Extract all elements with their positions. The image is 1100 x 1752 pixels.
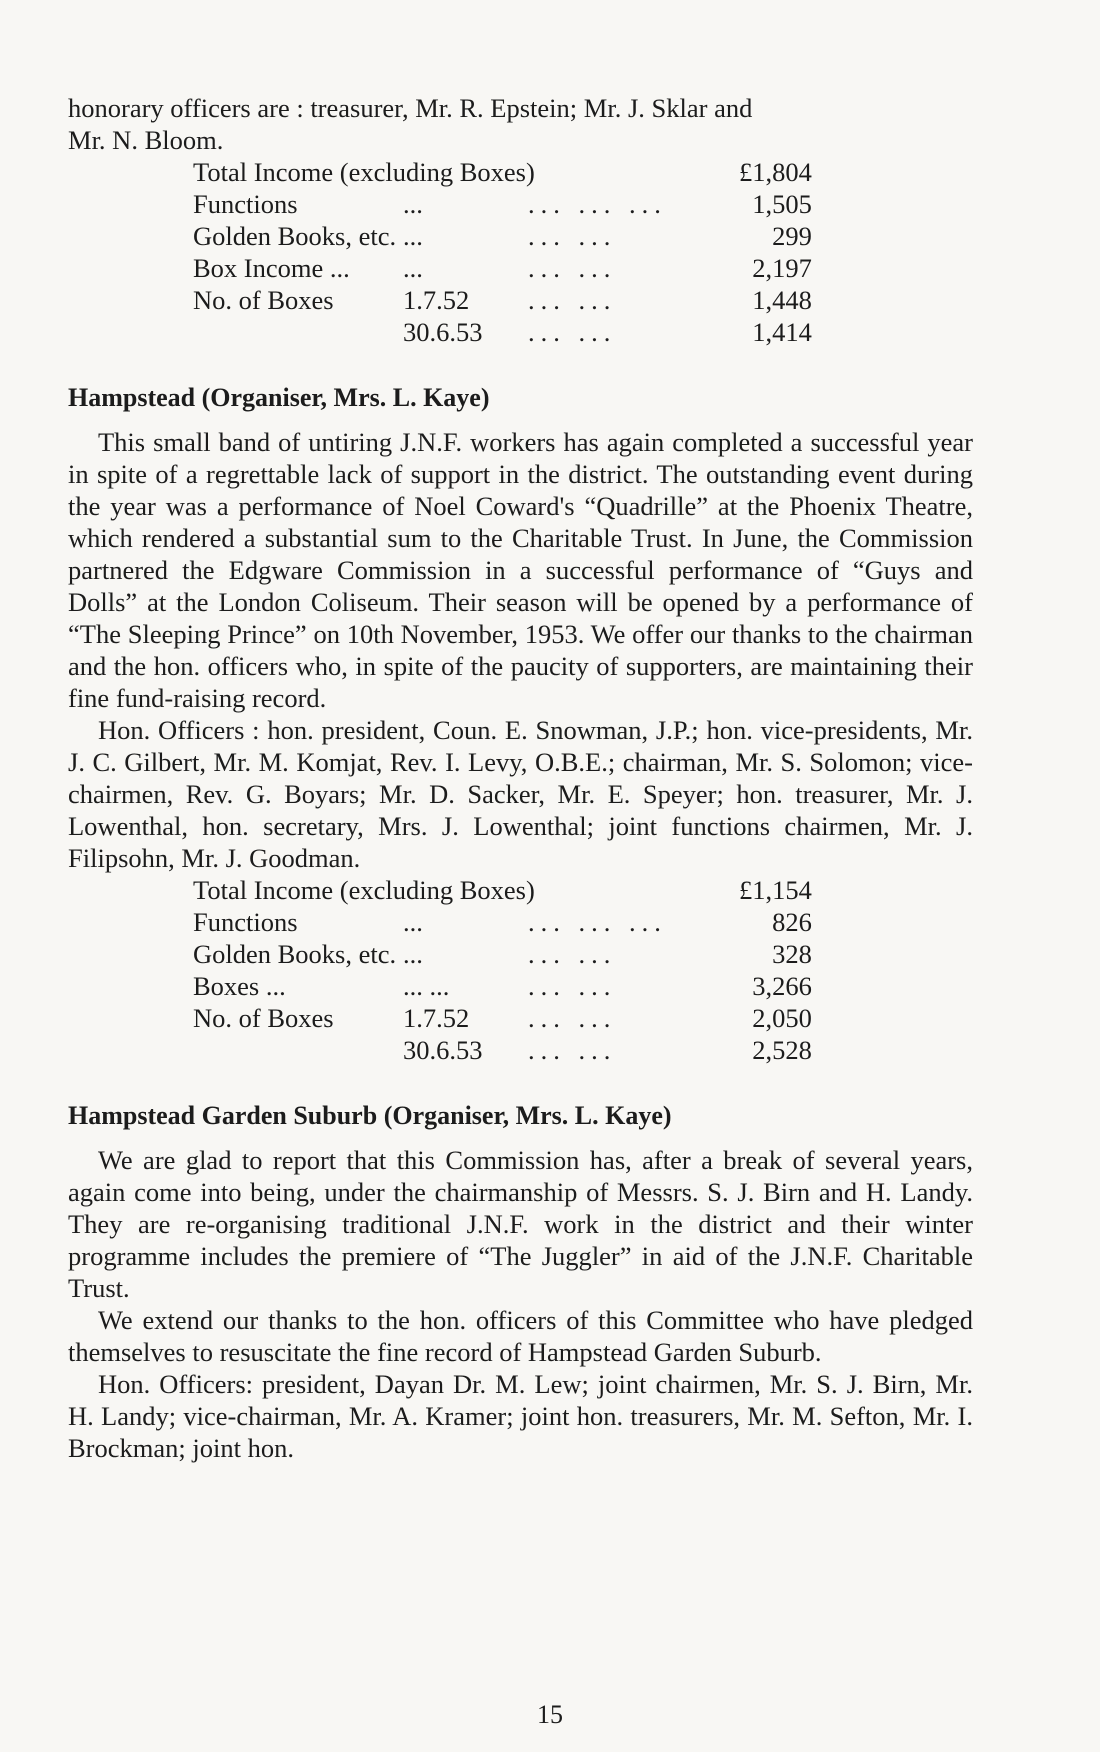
stat-label: Total Income (excluding Boxes) [193, 157, 535, 187]
stat-dots: ... ... [528, 253, 617, 283]
officers-paragraph: Hon. Officers: president, Dayan Dr. M. Lew; joint chairmen, Mr. S. J. Birn, Mr. H. Landy; vice-chairman, Mr. A. Kramer; joint hon. treasurers, Mr. M. Sefton, Mr. I. Brockman; joint hon. [68, 1369, 973, 1463]
stat-value: 3,266 [752, 971, 812, 1001]
table-row [193, 1034, 822, 1066]
stat-label: No. of Boxes [193, 1003, 334, 1033]
stat-sub: ... ... [403, 971, 450, 1001]
stat-sub: 1.7.52 [403, 1003, 470, 1033]
table-row [193, 906, 822, 938]
paragraph: We are glad to report that this Commission has, after a break of several years, again come into being, under the chairmanship of Messrs. S. J. Birn and H. Landy. They are re-organising traditional J.N.F. work in the district and their winter programme includes the premiere of “The Juggler” in aid of the J.N.F. Charitable Trust. [68, 1145, 973, 1303]
stat-value: 2,528 [752, 1035, 812, 1065]
stat-sub: 30.6.53 [403, 1035, 483, 1065]
stat-dots: ... ... [528, 1035, 617, 1065]
section-organiser: (Organiser, Mrs. L. Kaye) [201, 383, 490, 412]
stat-value: 2,197 [752, 253, 812, 283]
section-title: Hampstead [68, 383, 196, 412]
page-number: 15 [537, 1700, 563, 1729]
table-row [193, 188, 822, 220]
stat-dots: ... ... [528, 1003, 617, 1033]
table-row [193, 284, 822, 316]
stat-dots: ... ... [528, 221, 617, 251]
table-row [193, 252, 822, 284]
stat-label [193, 316, 403, 348]
stat-value: £1,804 [739, 157, 812, 187]
table-row [193, 938, 822, 970]
stat-label: Functions [193, 189, 298, 219]
stat-sub: 30.6.53 [403, 317, 483, 347]
stat-sub: ... [403, 907, 423, 937]
stat-value: 1,414 [752, 317, 812, 347]
stat-dots: ... ... ... [528, 907, 667, 937]
table-row [193, 874, 822, 906]
section-organiser: (Organiser, Mrs. L. Kaye) [383, 1101, 672, 1130]
table-row [193, 1002, 822, 1034]
section-title: Hampstead Garden Suburb [68, 1101, 378, 1130]
stat-dots: ... ... ... [528, 189, 667, 219]
stat-value: 1,448 [752, 285, 812, 315]
officers-paragraph: Hon. Officers : hon. president, Coun. E. Snowman, J.P.; hon. vice-presidents, Mr. J. C. Gilbert, Mr. M. Komjat, Rev. I. Levy, O.B.E.; chairman, Mr. S. Solomon; vice-chairmen, Rev. G. Boyars; Mr. D. Sacker, Mr. E. Speyer; hon. treasurer, Mr. J. Lowenthal, hon. secretary, Mrs. J. Lowenthal; joint functions chairmen, Mr. J. Filipsohn, Mr. J. Goodman. [68, 715, 973, 873]
stats-table-1 [193, 156, 822, 348]
table-row [193, 316, 822, 348]
table-row [193, 156, 822, 188]
stat-value: 299 [772, 221, 812, 251]
stat-label: Total Income (excluding Boxes) [193, 875, 535, 905]
stat-dots: ... ... [528, 971, 617, 1001]
stat-sub: ... [403, 189, 423, 219]
stat-value: 1,505 [752, 189, 812, 219]
stat-label [193, 1034, 403, 1066]
stat-value: £1,154 [739, 875, 812, 905]
stat-value: 328 [772, 939, 812, 969]
stat-sub: ... [403, 253, 423, 283]
paragraph: This small band of untiring J.N.F. workers has again completed a successful year in spite of a regrettable lack of support in the district. The outstanding event during the year was a performance of Noel Coward's “Quadrille” at the Phoenix Theatre, which rendered a substantial sum to the Charitable Trust. In June, the Commission partnered the Edgware Commission in a successful performance of “Guys and Dolls” at the London Coliseum. Their season will be opened by a performance of “The Sleeping Prince” on 10th November, 1953. We offer our thanks to the chairman and the hon. officers who, in spite of the paucity of supporters, are maintaining their fine fund-raising record. [68, 427, 973, 713]
stat-dots: ... ... [528, 939, 617, 969]
stat-dots: ... ... [528, 317, 617, 347]
stat-sub: 1.7.52 [403, 285, 470, 315]
stat-label: Golden Books, etc. [193, 221, 397, 251]
table-row [193, 220, 822, 252]
stat-value: 2,050 [752, 1003, 812, 1033]
stat-value: 826 [772, 907, 812, 937]
stat-label: Box Income ... [193, 253, 350, 283]
paragraph: We extend our thanks to the hon. officers of this Committee who have pledged themselves to resuscitate the fine record of Hampstead Garden Suburb. [68, 1305, 973, 1367]
stat-dots: ... ... [528, 285, 617, 315]
intro-line-2: Mr. N. Bloom. [68, 125, 224, 155]
stat-label: No. of Boxes [193, 285, 334, 315]
stat-label: Functions [193, 907, 298, 937]
stats-table-2 [193, 874, 822, 1066]
stat-sub: ... [403, 939, 423, 969]
table-row [193, 970, 822, 1002]
stat-sub: ... [403, 221, 423, 251]
intro-line-1: honorary officers are : treasurer, Mr. R. Epstein; Mr. J. Sklar and [68, 93, 753, 123]
page-body [68, 92, 973, 1464]
section-heading-garden-suburb [68, 1100, 973, 1132]
stat-label: Boxes ... [193, 971, 286, 1001]
section-heading-hampstead [68, 382, 973, 414]
stat-label: Golden Books, etc. [193, 939, 397, 969]
